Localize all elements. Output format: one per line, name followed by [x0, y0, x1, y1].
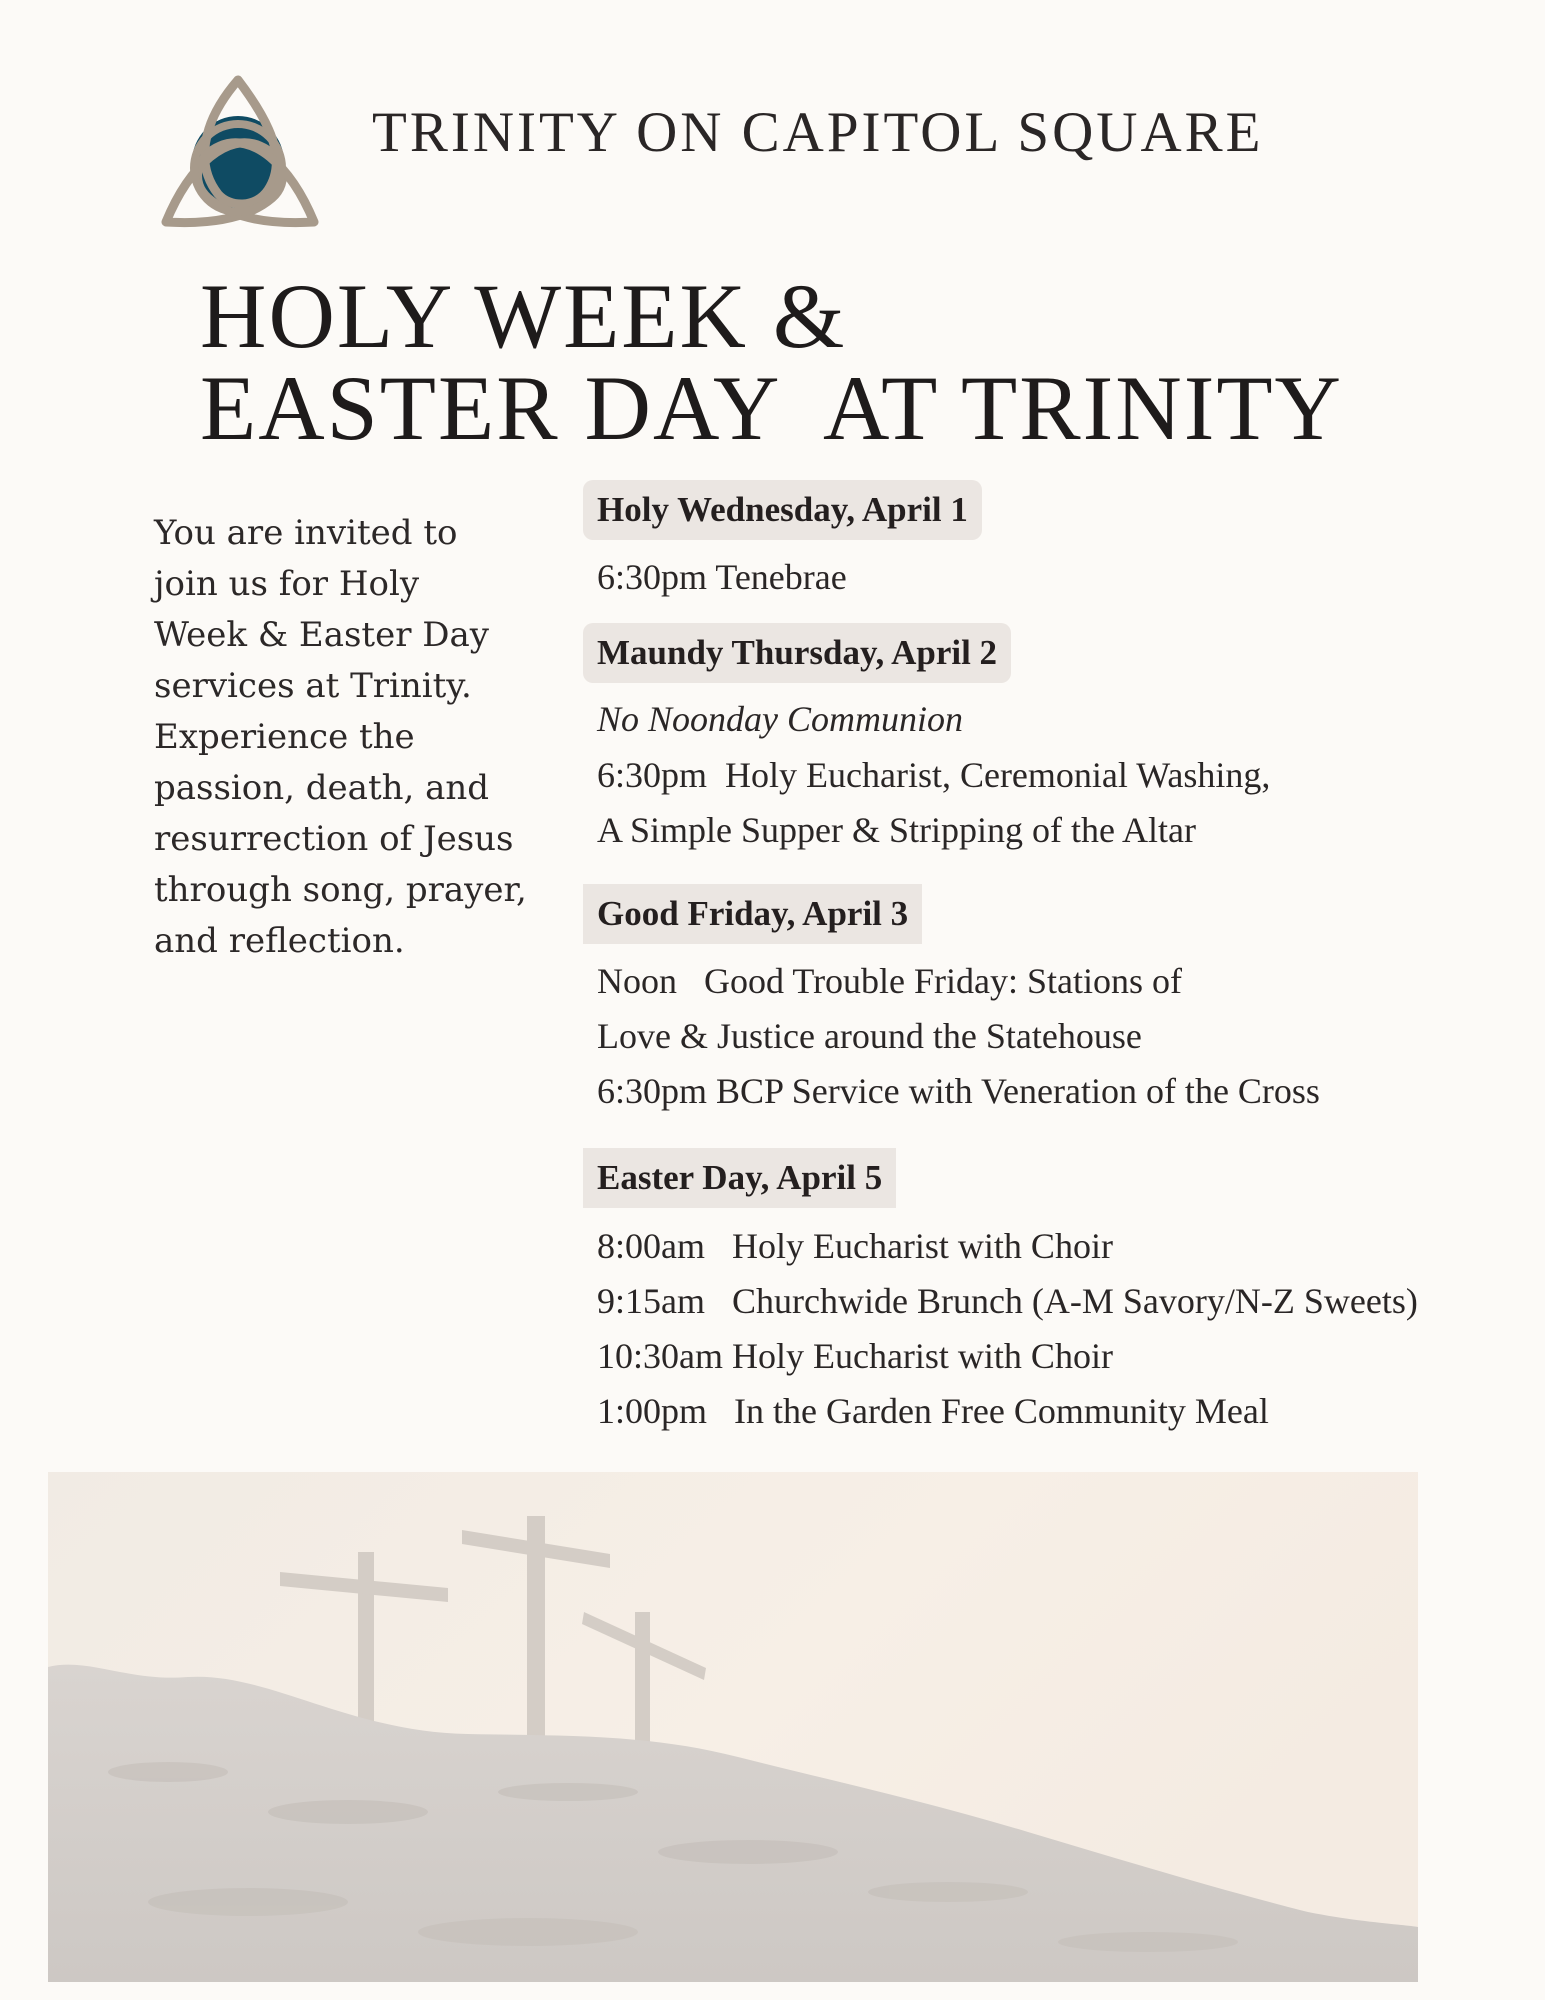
page-title: [200, 265, 1343, 459]
intro-line: Week & Easter Day: [154, 615, 490, 655]
service-line: 10:30am Holy Eucharist with Choir: [597, 1336, 1113, 1376]
three-crosses-hill-image: [48, 1472, 1418, 1982]
service-line: A Simple Supper & Stripping of the Altar: [597, 810, 1196, 850]
title-line-2: EASTER DAY AT TRINITY: [200, 357, 1343, 459]
intro-text: [154, 508, 534, 967]
service-line: 1:00pm In the Garden Free Community Meal: [597, 1391, 1269, 1431]
intro-line: You are invited to: [154, 513, 458, 553]
service-line: 6:30pm Tenebrae: [597, 557, 847, 597]
service-line: Love & Justice around the Statehouse: [597, 1016, 1142, 1056]
service-line: 6:30pm BCP Service with Veneration of the Cross: [597, 1071, 1320, 1111]
service-line: 8:00am Holy Eucharist with Choir: [597, 1226, 1113, 1266]
title-line-1: HOLY WEEK &: [200, 265, 847, 367]
intro-line: and reflection.: [154, 921, 405, 961]
day-heading-easter-day: Easter Day, April 5: [583, 1148, 896, 1208]
intro-line: services at Trinity.: [154, 666, 472, 706]
intro-line: resurrection of Jesus: [154, 819, 514, 859]
triquetra-logo-icon: [160, 74, 320, 234]
intro-line: passion, death, and: [154, 768, 490, 808]
day-heading-holy-wednesday: Holy Wednesday, April 1: [583, 480, 982, 540]
service-line: 9:15am Churchwide Brunch (A-M Savory/N-Z Sweets): [597, 1281, 1418, 1321]
service-line: Noon Good Trouble Friday: Stations of: [597, 961, 1183, 1001]
intro-line: join us for Holy: [154, 564, 420, 604]
service-line: 6:30pm Holy Eucharist, Ceremonial Washing,: [597, 755, 1271, 795]
day-heading-maundy-thursday: Maundy Thursday, April 2: [583, 623, 1011, 683]
intro-line: through song, prayer,: [154, 870, 527, 910]
day-heading-good-friday: Good Friday, April 3: [583, 884, 922, 944]
org-name: TRINITY ON CAPITOL SQUARE: [372, 101, 1264, 164]
intro-line: Experience the: [154, 717, 415, 757]
service-note: No Noonday Communion: [597, 699, 964, 739]
